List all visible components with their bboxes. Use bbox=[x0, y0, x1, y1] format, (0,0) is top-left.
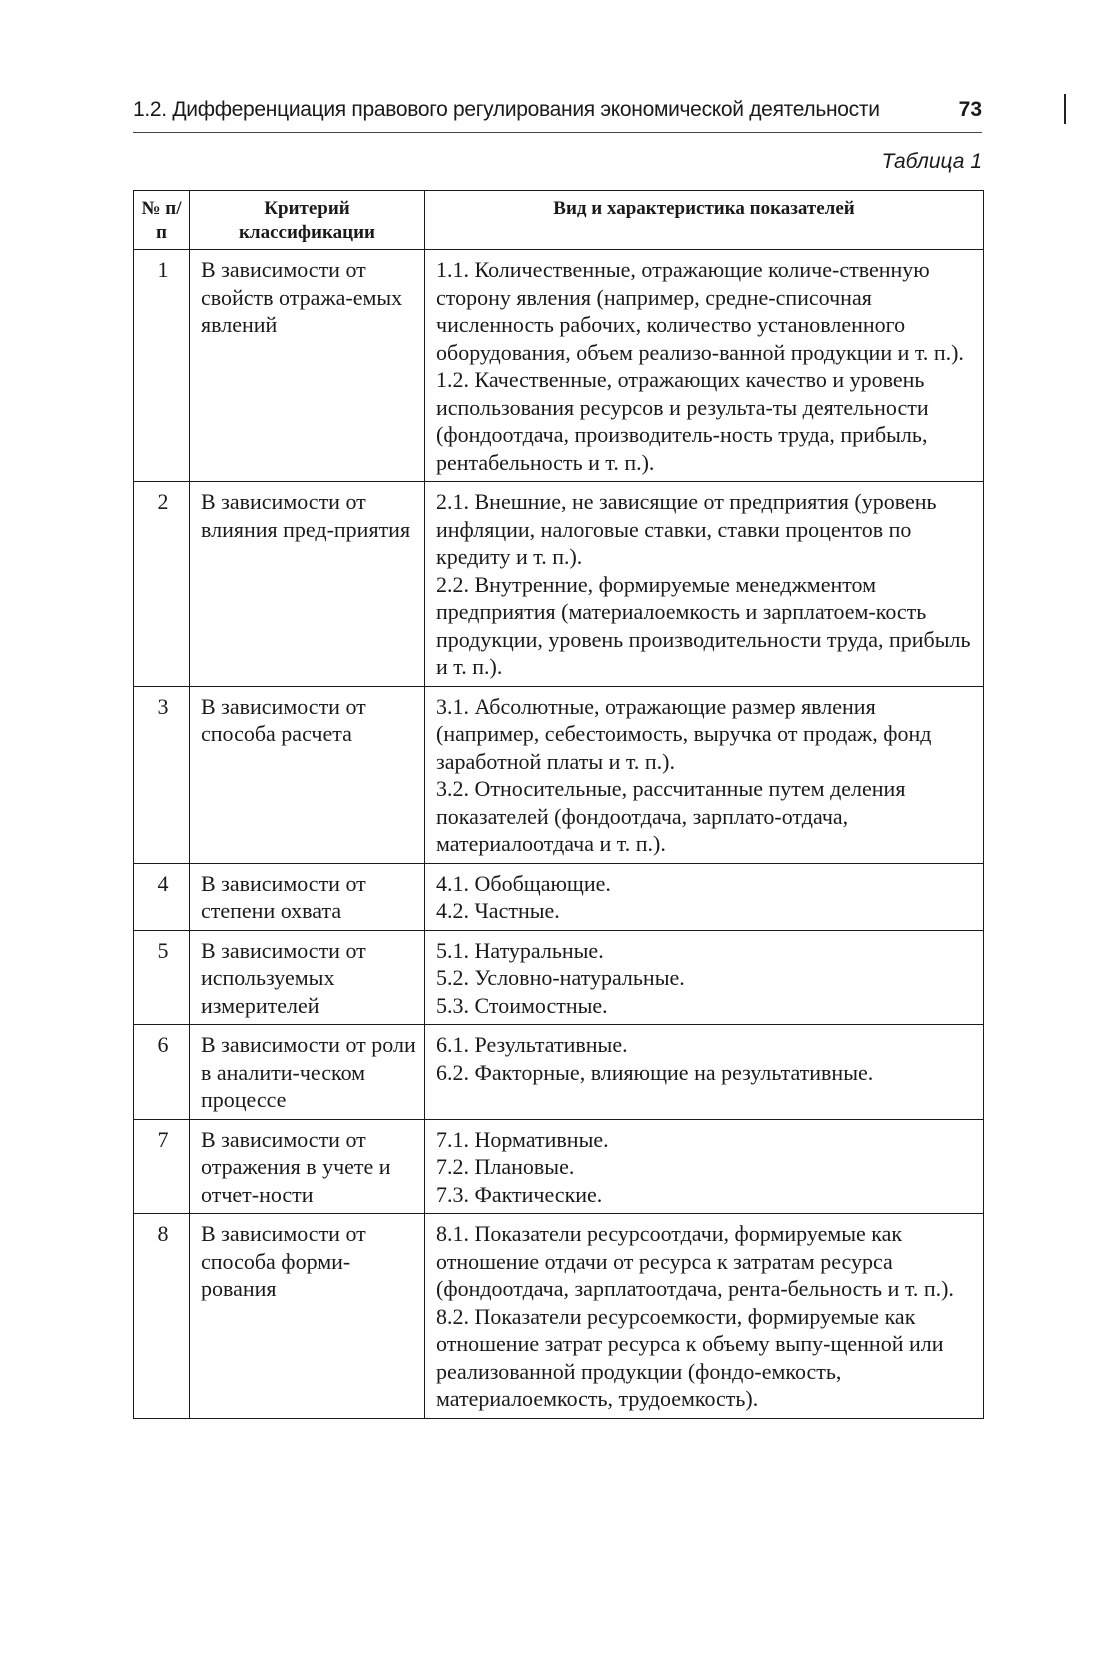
table-body bbox=[134, 250, 984, 1419]
row-number: 8 bbox=[134, 1214, 190, 1419]
row-criterion: В зависимости от влияния пред-приятия bbox=[190, 482, 425, 687]
table-row bbox=[134, 863, 984, 930]
row-indicators bbox=[425, 482, 984, 687]
row-criterion: В зависимости от используемых измерителей bbox=[190, 930, 425, 1025]
indicator-item: 4.1. Обобщающие. bbox=[436, 870, 611, 896]
table-row bbox=[134, 1119, 984, 1214]
table-row bbox=[134, 250, 984, 482]
indicator-item: 3.2. Относительные, рассчитанные путем деления показателей (фондоотдача, зарплато-отдача, материалоотдача и т. п.). bbox=[436, 776, 906, 856]
table-row bbox=[134, 930, 984, 1025]
row-criterion: В зависимости от роли в аналити-ческом процессе bbox=[190, 1025, 425, 1120]
row-criterion: В зависимости от способа форми-рования bbox=[190, 1214, 425, 1419]
indicator-item: 4.2. Частные. bbox=[436, 898, 560, 923]
indicator-item: 5.3. Стоимостные. bbox=[436, 992, 608, 1018]
table-row bbox=[134, 1214, 984, 1419]
indicator-item: 6.1. Результативные. bbox=[436, 1032, 628, 1057]
indicator-item: 2.2. Внутренние, формируемые менеджментом предприятия (материалоемкость и зарплатоем-кость продукции, уровень производительности труда, прибыль и т. п.). bbox=[436, 571, 971, 679]
indicator-item: 1.2. Качественные, отражающих качество и уровень использования ресурсов и результа-ты деятельности (фондоотдача, производитель-ность труда, прибыль, рентабельность и т. п.). bbox=[436, 367, 929, 475]
row-indicators bbox=[425, 1214, 984, 1419]
row-criterion: В зависимости от степени охвата bbox=[190, 863, 425, 930]
indicator-item: 7.1. Нормативные. bbox=[436, 1126, 609, 1152]
row-indicators bbox=[425, 930, 984, 1025]
row-number: 5 bbox=[134, 930, 190, 1025]
row-indicators bbox=[425, 686, 984, 863]
row-number: 6 bbox=[134, 1025, 190, 1120]
indicator-item: 1.1. Количественные, отражающие количе-ственную сторону явления (например, средне-списочная численность рабочих, количество установленного оборудования, объем реализо-ванной продукции и т. п.). bbox=[436, 257, 964, 365]
indicator-item: 7.2. Плановые. bbox=[436, 1154, 575, 1179]
header-separator bbox=[1064, 94, 1066, 124]
row-number: 1 bbox=[134, 250, 190, 482]
row-number: 3 bbox=[134, 686, 190, 863]
table-row bbox=[134, 1025, 984, 1120]
row-indicators bbox=[425, 1119, 984, 1214]
indicator-item: 6.2. Факторные, влияющие на результативные. bbox=[436, 1059, 874, 1085]
header-indicators: Вид и характеристика показателей bbox=[425, 191, 984, 250]
indicator-item: 7.3. Фактические. bbox=[436, 1181, 603, 1207]
row-criterion: В зависимости от свойств отража-емых явлений bbox=[190, 250, 425, 482]
table-header-row bbox=[134, 191, 984, 250]
row-indicators bbox=[425, 250, 984, 482]
indicator-item: 2.1. Внешние, не зависящие от предприятия (уровень инфляции, налоговые ставки, ставки процентов по кредиту и т. п.). bbox=[436, 489, 937, 569]
page-number: 73 bbox=[958, 98, 982, 121]
indicator-item: 5.1. Натуральные. bbox=[436, 937, 604, 963]
table-caption: Таблица 1 bbox=[881, 150, 982, 173]
indicator-item: 3.1. Абсолютные, отражающие размер явления (например, себестоимость, выручка от продаж, фонд заработной платы и т. п.). bbox=[436, 693, 932, 774]
row-criterion: В зависимости от способа расчета bbox=[190, 686, 425, 863]
section-title: 1.2. Дифференциация правового регулирования экономической деятельности bbox=[133, 98, 880, 121]
indicator-item: 8.1. Показатели ресурсоотдачи, формируемые как отношение отдачи от ресурса к затратам ресурса (фондоотдача, зарплатоотдача, рента-бельность и т. п.). bbox=[436, 1221, 954, 1301]
indicator-item: 8.2. Показатели ресурсоемкости, формируемые как отношение затрат ресурса к объему выпу-щенной или реализованной продукции (фондо-емкость, материалоемкость, трудоемкость). bbox=[436, 1303, 944, 1411]
row-indicators bbox=[425, 863, 984, 930]
row-criterion: В зависимости от отражения в учете и отчет-ности bbox=[190, 1119, 425, 1214]
table-row bbox=[134, 686, 984, 863]
row-number: 2 bbox=[134, 482, 190, 687]
row-indicators bbox=[425, 1025, 984, 1120]
row-number: 7 bbox=[134, 1119, 190, 1214]
indicators-table bbox=[133, 190, 984, 1419]
header-number: № п/п bbox=[134, 191, 190, 250]
indicator-item: 5.2. Условно-натуральные. bbox=[436, 965, 685, 990]
table-row bbox=[134, 482, 984, 687]
running-head bbox=[133, 96, 982, 133]
row-number: 4 bbox=[134, 863, 190, 930]
header-criterion: Критерий классификации bbox=[190, 191, 425, 250]
